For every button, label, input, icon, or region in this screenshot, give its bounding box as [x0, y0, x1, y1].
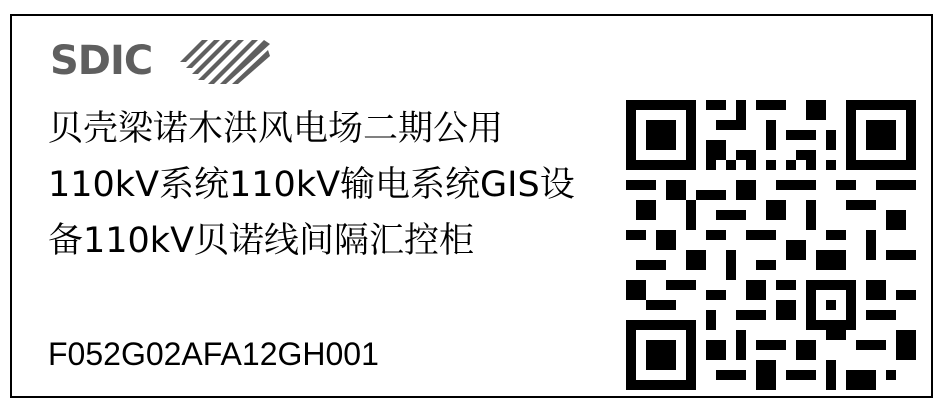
equipment-description: 贝壳梁诺木洪风电场二期公用110kV系统110kV输电系统GIS设备110kV贝诺线间隔汇控柜 [48, 109, 575, 261]
equipment-label [10, 14, 933, 398]
qr-code-icon [626, 100, 916, 390]
logo-text: SDIC [50, 38, 153, 84]
sdic-logo [50, 36, 270, 86]
logo-mark-icon [180, 40, 270, 84]
equipment-code: F052G02AFA12GH001 [48, 336, 379, 372]
